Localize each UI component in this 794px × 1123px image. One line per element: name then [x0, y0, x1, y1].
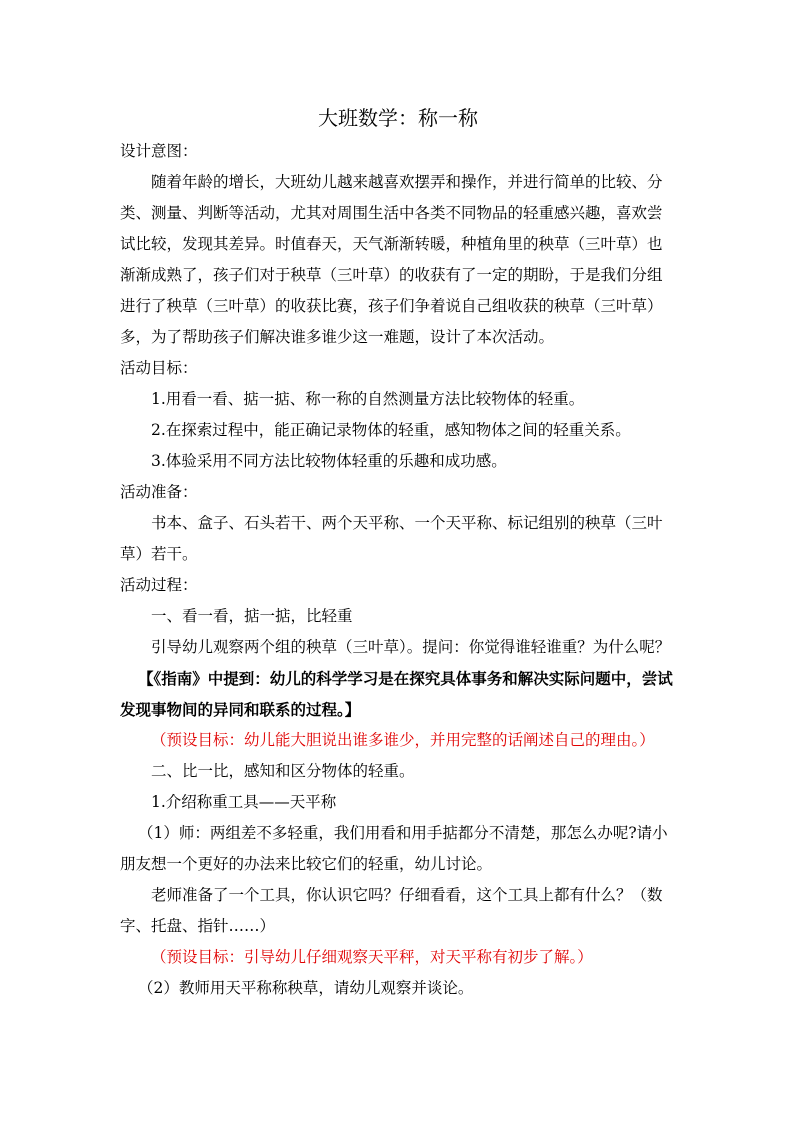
goals-heading: 活动目标：: [120, 359, 198, 377]
preset-target: （预设目标：幼儿能大胆说出谁多谁少，并用完整的话阐述自己的理由。）: [151, 731, 655, 749]
goal-item: 1.用看一看、掂一掂、称一称的自然测量方法比较物体的轻重。: [151, 390, 585, 408]
goal-item: 2.在探索过程中，能正确记录物体的轻重，感知物体之间的轻重关系。: [151, 421, 631, 439]
step2-title: 二、比一比，感知和区分物体的轻重。: [151, 762, 415, 780]
step2-teacher-paragraph: 老师准备了一个工具，你认识它吗？仔细看看，这个工具上都有什么？（数字、托盘、指针……）: [120, 886, 663, 935]
intent-paragraph: 随着年龄的增长，大班幼儿越来越喜欢摆弄和操作，并进行简单的比较、分类、测量、判断等活动，尤其对周围生活中各类不同物品的轻重感兴趣，喜欢尝试比较，发现其差异。时值春天，天气渐渐转暖，种植角里的秧草（三叶草）也渐渐成熟了，孩子们对于秧草（三叶草）的收获有了一定的期盼，于是我们分组进行了秧草（三叶草）的收获比赛，孩子们争着说自己组收获的秧草（三叶草）多，为了帮助孩子们解决谁多谁少这一难题，设计了本次活动。: [120, 173, 663, 346]
step2-subtitle: 1.介绍称重工具——天平称: [151, 793, 337, 811]
process-heading: 活动过程：: [120, 576, 198, 594]
step2-item: （1）师：两组差不多轻重，我们用看和用手掂都分不清楚，那怎么办呢?请小朋友想一个更好的办法来比较它们的轻重，幼儿讨论。: [120, 824, 668, 873]
step2-item: （2）教师用天平称称秧草，请幼儿观察并谈论。: [138, 979, 474, 997]
prep-heading: 活动准备：: [120, 483, 198, 501]
document-content: [120, 100, 676, 1004]
intent-heading: 设计意图：: [120, 142, 198, 160]
goal-item: 3.体验采用不同方法比较物体轻重的乐趣和成功感。: [151, 452, 507, 470]
step1-title: 一、看一看，掂一掂，比轻重: [151, 607, 353, 625]
prep-paragraph: 书本、盒子、石头若干、两个天平称、一个天平称、标记组别的秧草（三叶草）若干。: [120, 514, 663, 563]
step1-paragraph: 引导幼儿观察两个组的秧草（三叶草）。提问：你觉得谁轻谁重？为什么呢？: [151, 638, 671, 656]
guide-quote: 【《指南》中提到：幼儿的科学学习是在探究具体事务和解决实际问题中，尝试发现事物间的异同和联系的过程。】: [120, 669, 673, 719]
document-title: 大班数学：称一称: [318, 106, 478, 130]
preset-target: （预设目标：引导幼儿仔细观察天平秤，对天平称有初步了解。）: [151, 948, 593, 966]
